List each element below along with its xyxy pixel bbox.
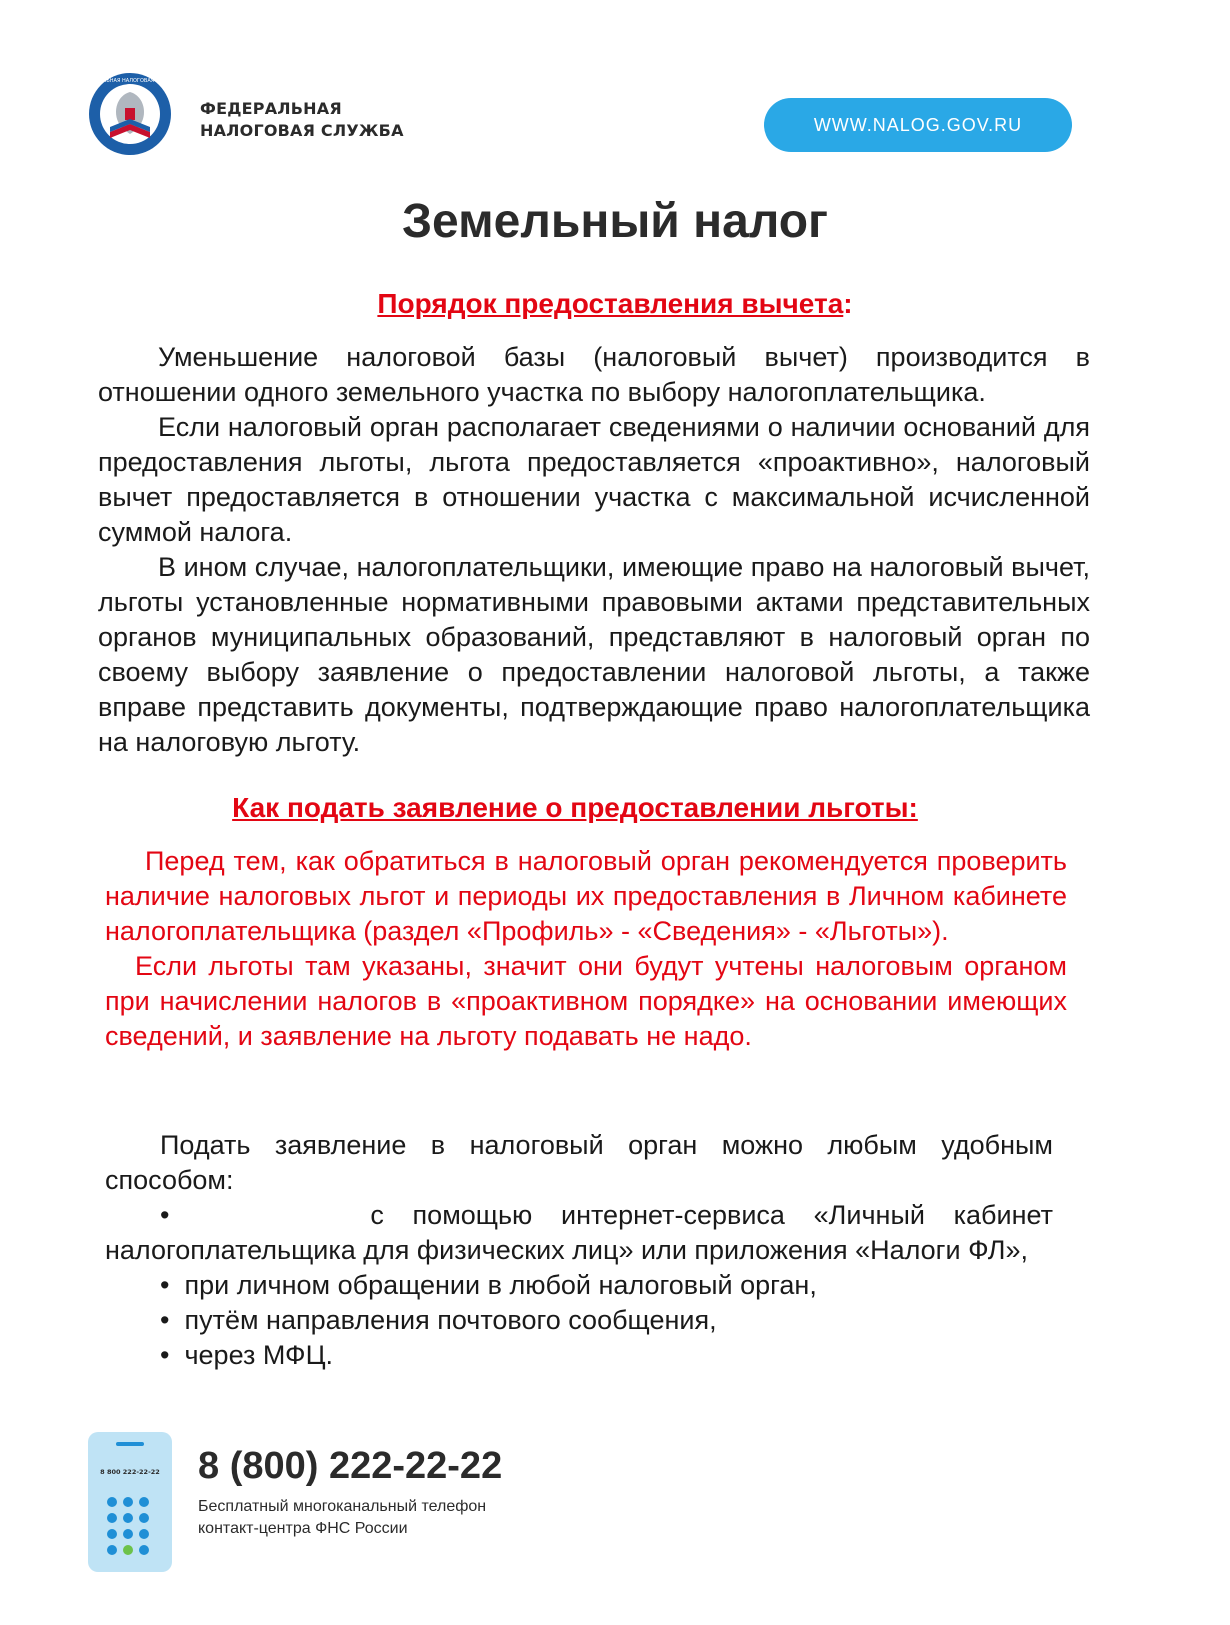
section1-heading-text: Порядок предоставления вычета bbox=[377, 288, 844, 319]
section2-methods bbox=[105, 1128, 1053, 1373]
section2-paragraph-3: Подать заявление в налоговый орган можно любым удобным способом: bbox=[105, 1130, 1053, 1195]
bullet-text-3: путём направления почтового сообщения, bbox=[184, 1305, 717, 1335]
org-name-line2: НАЛОГОВАЯ СЛУЖБА bbox=[200, 121, 404, 140]
bullet-text-1: с помощью интернет-сервиса «Личный кабинет налогоплательщика для физических лиц» или приложения «Налоги ФЛ», bbox=[105, 1200, 1053, 1265]
seal-lettering: ФЕДЕРАЛЬНАЯ НАЛОГОВАЯ СЛУЖБА bbox=[81, 78, 179, 84]
hotline-description-line2: контакт-центра ФНС России bbox=[198, 1520, 408, 1537]
org-name-line1: ФЕДЕРАЛЬНАЯ bbox=[200, 99, 342, 118]
section2-paragraph-2: Если льготы там указаны, значит они будут учтены налоговым органом при начислении налогов в «проактивном порядке» на основании имеющих сведений, и заявление на льготу подавать не надо. bbox=[105, 951, 1067, 1051]
section1-paragraph-2: Если налоговый орган располагает сведениями о наличии оснований для предоставления льготы, льгота предоставляется «проактивно», налоговый вычет предоставляется в отношении участка с максимальной исчисленной суммой налога. bbox=[98, 412, 1090, 547]
page-title: Земельный налог bbox=[401, 195, 829, 248]
phone-icon bbox=[88, 1432, 172, 1572]
bullet-item-2: • при личном обращении в любой налоговый орган, bbox=[160, 1270, 817, 1300]
section2-paragraph-1: Перед тем, как обратиться в налоговый орган рекомендуется проверить наличие налоговых льгот и периоды их предоставления в Личном кабинете налогоплательщика (раздел «Профиль» - «Сведения» - «Льготы»). bbox=[105, 846, 1067, 946]
bullet-text-2: при личном обращении в любой налоговый орган, bbox=[184, 1270, 817, 1300]
section2-notice bbox=[105, 844, 1067, 1054]
fns-emblem-logo bbox=[81, 72, 179, 156]
hotline-description bbox=[198, 1496, 486, 1540]
section1-body bbox=[98, 340, 1090, 760]
hotline-description-line1: Бесплатный многоканальный телефон bbox=[198, 1498, 487, 1515]
section2-heading: Как подать заявление о предоставлении льготы: bbox=[232, 792, 918, 823]
phone-screen-number: 8 800 222-22-22 bbox=[100, 1468, 160, 1476]
bullet-item-4: • через МФЦ. bbox=[160, 1340, 334, 1370]
website-link-button[interactable]: WWW.NALOG.GOV.RU bbox=[764, 98, 1072, 152]
section1-heading-colon: : bbox=[843, 288, 853, 319]
organization-name bbox=[200, 98, 404, 142]
bullet-item-1: • с помощью интернет-сервиса «Личный кабинет налогоплательщика для физических лиц» или приложения «Налоги ФЛ», bbox=[105, 1200, 1053, 1265]
section1-paragraph-1: Уменьшение налоговой базы (налоговый вычет) производится в отношении одного земельного участка по выбору налогоплательщика. bbox=[98, 342, 1090, 407]
hotline-phone-number[interactable]: 8 (800) 222-22-22 bbox=[198, 1445, 503, 1487]
section1-paragraph-3: В ином случае, налогоплательщики, имеющие право на налоговый вычет, льготы установленные нормативными правовыми актами представительных органов муниципальных образований, представляют в налоговый орган по своему выбору заявление о предоставлении налоговой льготы, а также вправе представить документы, подтверждающие право налогоплательщика на налоговую льготу. bbox=[98, 552, 1090, 757]
bullet-text-4: через МФЦ. bbox=[184, 1340, 334, 1370]
bullet-item-3: • путём направления почтового сообщения, bbox=[160, 1305, 717, 1335]
section1-heading bbox=[0, 288, 1230, 320]
